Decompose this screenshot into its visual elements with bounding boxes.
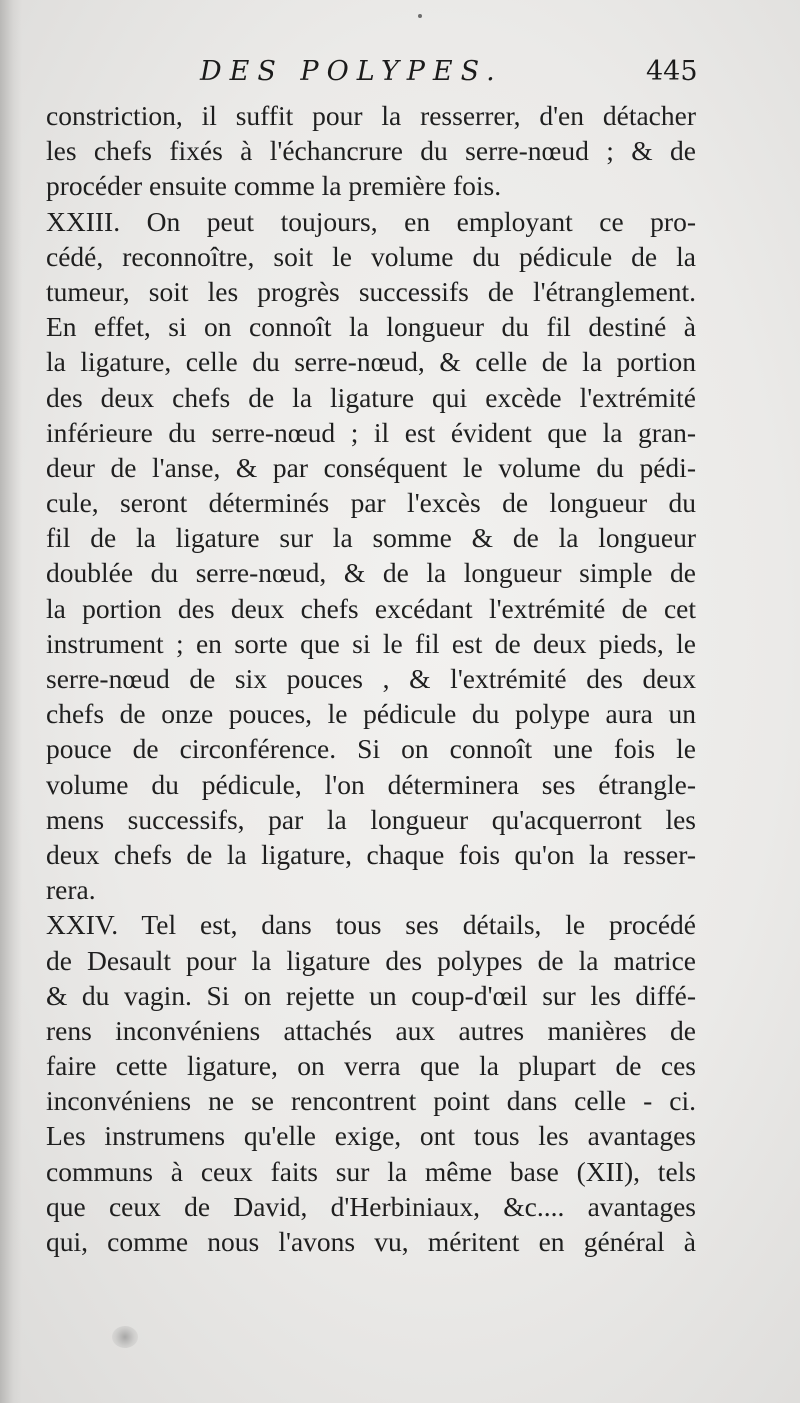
text-line: de Desault pour la ligature des polypes de la matrice — [46, 944, 696, 976]
text-line: deur de l'anse, & par conséquent le volume du pédi- — [46, 451, 696, 483]
text-line: procéder ensuite comme la première fois. — [46, 170, 502, 202]
running-head-title: DES POLYPES. — [200, 56, 503, 87]
text-line: XXIV. Tel est, dans tous ses détails, le procédé — [46, 909, 696, 941]
text-line: que ceux de David, d'Herbiniaux, &c.... avantages — [46, 1190, 696, 1222]
text-line: serre-nœud de six pouces , & l'extrémité des deux — [46, 663, 696, 694]
text-line: des deux chefs de la ligature qui excède l'extrémité — [46, 381, 696, 413]
text-line: inférieure du serre-nœud ; il est évident que la gran- — [46, 416, 696, 448]
ink-speck — [418, 14, 422, 18]
text-line: les chefs fixés à l'échancrure du serre-nœud ; & de — [46, 135, 696, 167]
text-line: tumeur, soit les progrès successifs de l'étranglement. — [46, 275, 696, 307]
text-line: rera. — [46, 874, 96, 906]
text-line: pouce de circonférence. Si on connoît une fois le — [46, 733, 696, 765]
text-line: cule, seront déterminés par l'excès de longueur du — [46, 487, 696, 519]
text-line: & du vagin. Si on rejette un coup-d'œil sur les diffé- — [46, 979, 696, 1011]
text-line: fil de la ligature sur la somme & de la longueur — [46, 522, 696, 554]
text-line: volume du pédicule, l'on déterminera ses étrangle- — [46, 768, 696, 800]
text-line: deux chefs de la ligature, chaque fois qu'on la resser- — [46, 838, 696, 870]
text-line: instrument ; en sorte que si le fil est de deux pieds, le — [46, 627, 696, 659]
text-line: qui, comme nous l'avons vu, méritent en général à — [46, 1226, 696, 1257]
text-line: En effet, si on connoît la longueur du fil destiné à — [46, 311, 696, 343]
text-line: Les instrumens qu'elle exige, ont tous les avantages — [46, 1120, 696, 1152]
ink-smudge — [112, 1326, 138, 1348]
text-line: rens inconvéniens attachés aux autres manières de — [46, 1014, 696, 1046]
text-line: chefs de onze pouces, le pédicule du polype aura un — [46, 698, 696, 730]
text-line: inconvéniens ne se rencontrent point dans celle - ci. — [46, 1085, 696, 1117]
text-line: faire cette ligature, on verra que la plupart de ces — [46, 1050, 696, 1082]
page-number: 445 — [646, 56, 698, 87]
text-line: cédé, reconnoître, soit le volume du pédicule de la — [46, 240, 696, 272]
text-line: XXIII. On peut toujours, en employant ce pro- — [46, 205, 696, 237]
body-text — [46, 98, 696, 1259]
text-line: la ligature, celle du serre-nœud, & celle de la portion — [46, 346, 696, 378]
text-line: doublée du serre-nœud, & de la longueur simple de — [46, 557, 696, 589]
gutter-shadow — [0, 0, 22, 1403]
text-line: la portion des deux chefs excédant l'extrémité de cet — [46, 592, 696, 624]
text-line: mens successifs, par la longueur qu'acquerront les — [46, 803, 696, 835]
text-line: constriction, il suffit pour la resserrer, d'en détacher — [46, 100, 696, 131]
text-line: communs à ceux faits sur la même base (XII), tels — [46, 1155, 696, 1187]
